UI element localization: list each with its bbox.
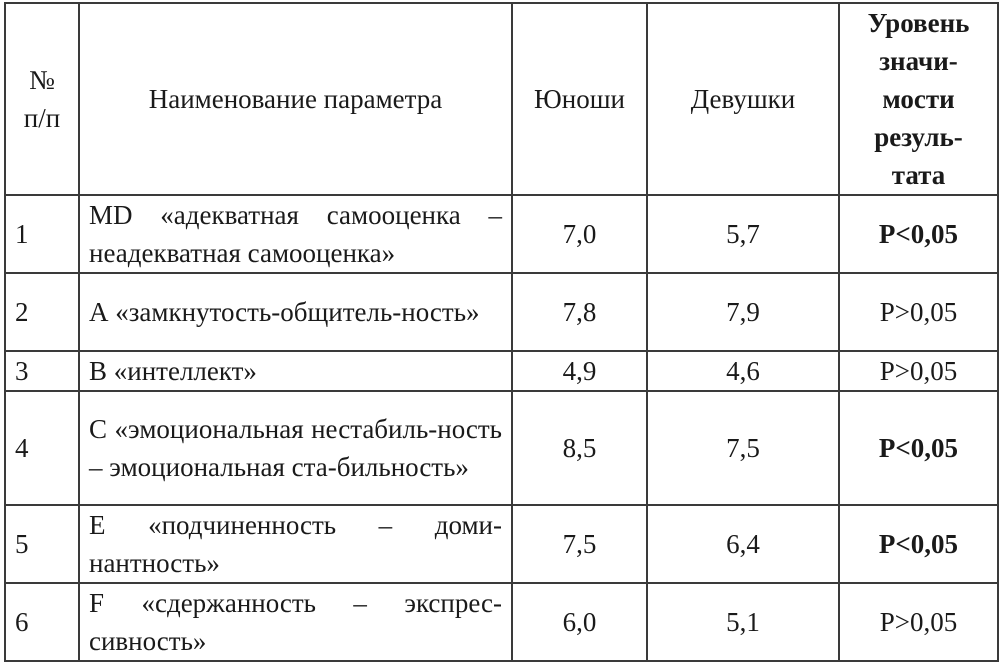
row-boys-value: 4,9 [512, 351, 647, 391]
header-number: № п/п [5, 3, 79, 195]
header-row [5, 3, 998, 195]
row-girls-value: 5,7 [647, 195, 839, 273]
table-row [5, 505, 998, 583]
table-row [5, 391, 998, 505]
row-boys-value: 7,0 [512, 195, 647, 273]
row-girls-value: 7,9 [647, 273, 839, 351]
row-parameter-name: А «замкнутость-общитель-ность» [79, 273, 512, 351]
row-parameter-name: Е «подчиненность – доми-нантность» [79, 505, 512, 583]
row-girls-value: 5,1 [647, 583, 839, 661]
header-parameter-name: Наименование параметра [79, 3, 512, 195]
row-significance: P<0,05 [839, 391, 998, 505]
header-significance: Уровень значи- мости резуль- тата [839, 3, 998, 195]
row-number: 4 [5, 391, 79, 505]
row-parameter-name: В «интеллект» [79, 351, 512, 391]
row-number: 2 [5, 273, 79, 351]
table-row [5, 351, 998, 391]
row-significance: P<0,05 [839, 505, 998, 583]
row-parameter-name: F «сдержанность – экспрес-сивность» [79, 583, 512, 661]
row-girls-value: 7,5 [647, 391, 839, 505]
row-significance: P<0,05 [839, 195, 998, 273]
row-boys-value: 6,0 [512, 583, 647, 661]
row-boys-value: 7,8 [512, 273, 647, 351]
row-girls-value: 6,4 [647, 505, 839, 583]
header-boys: Юноши [512, 3, 647, 195]
table-row [5, 195, 998, 273]
table-row [5, 273, 998, 351]
row-number: 6 [5, 583, 79, 661]
row-boys-value: 8,5 [512, 391, 647, 505]
row-number: 3 [5, 351, 79, 391]
row-significance: P>0,05 [839, 273, 998, 351]
table-row [5, 583, 998, 661]
row-girls-value: 4,6 [647, 351, 839, 391]
row-significance: P>0,05 [839, 351, 998, 391]
parameters-table [4, 2, 999, 662]
row-parameter-name: MD «адекватная самооценка – неадекватная самооценка» [79, 195, 512, 273]
row-significance: P>0,05 [839, 583, 998, 661]
row-number: 5 [5, 505, 79, 583]
row-number: 1 [5, 195, 79, 273]
row-boys-value: 7,5 [512, 505, 647, 583]
header-girls: Девушки [647, 3, 839, 195]
row-parameter-name: С «эмоциональная нестабиль-ность – эмоциональная ста-бильность» [79, 391, 512, 505]
